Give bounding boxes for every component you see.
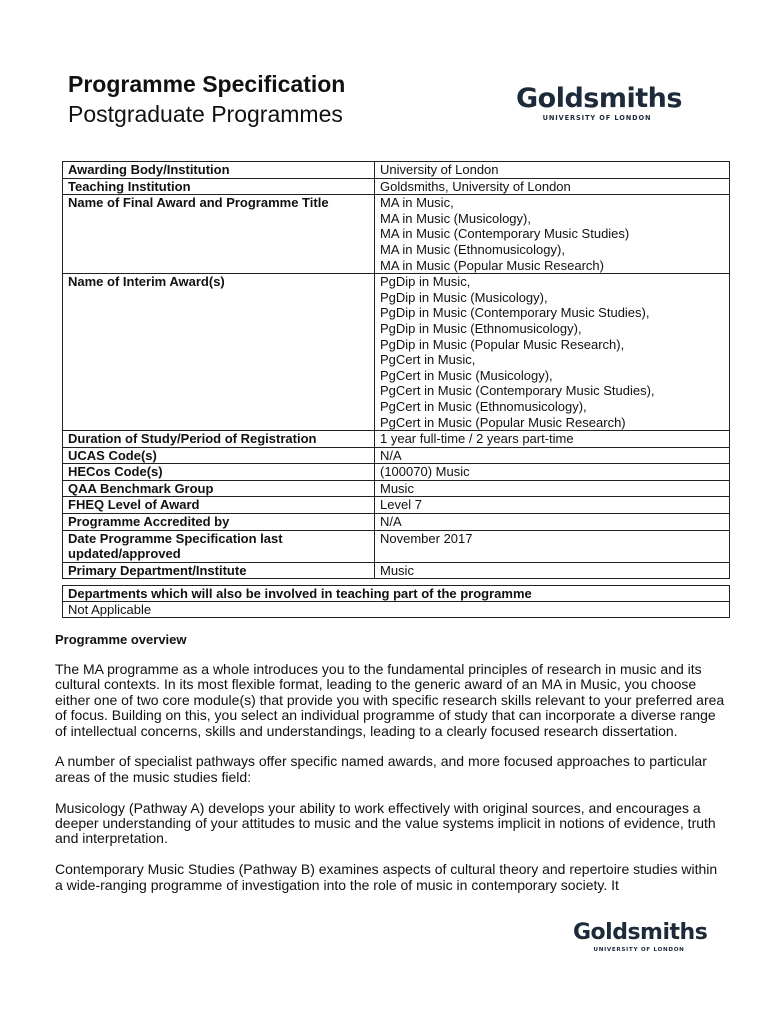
spec-label: Teaching Institution (63, 178, 375, 195)
title-block (68, 70, 345, 130)
spec-value-line: Music (380, 562, 414, 578)
overview-paragraph: Musicology (Pathway A) develops your ability to work effectively with original sources, and encourages a deeper understanding of your attitudes to music and the value systems implicit in notions of evidence, truth and interpretation. (55, 799, 716, 847)
spec-value-line: MA in Music (Popular Music Research) (380, 257, 604, 273)
spec-value-line: University of London (380, 162, 499, 177)
spec-value (375, 431, 730, 448)
spec-value (375, 562, 730, 579)
spec-value-line: PgDip in Music, (380, 274, 471, 290)
spec-row (63, 464, 730, 481)
departments-value-row (63, 602, 730, 618)
spec-label: Programme Accredited by (63, 514, 375, 531)
spec-label: Awarding Body/Institution (63, 162, 375, 179)
goldsmiths-logo-footer (573, 920, 708, 954)
spec-value-line: PgCert in Music (Contemporary Music Studies), (380, 383, 655, 399)
spec-value (375, 530, 730, 562)
spec-value (375, 274, 730, 431)
logo-wordmark: Goldsmiths (573, 920, 708, 945)
logo-tagline: UNIVERSITY OF LONDON (542, 114, 652, 122)
spec-row (63, 514, 730, 531)
spec-value-line: N/A (380, 514, 402, 530)
spec-row (63, 562, 730, 579)
overview-paragraph: Contemporary Music Studies (Pathway B) examines aspects of cultural theory and repertoire studies within a wide-ranging programme of investigation into the role of music in contemporary society. It (55, 861, 718, 893)
spec-label: Duration of Study/Period of Registration (63, 431, 375, 448)
spec-row (63, 178, 730, 195)
spec-label: Primary Department/Institute (63, 562, 375, 579)
spec-value (375, 162, 730, 179)
spec-value-line: N/A (380, 447, 402, 463)
spec-value-line: MA in Music, (380, 195, 454, 211)
spec-value-line: PgDip in Music (Musicology), (380, 289, 548, 305)
departments-header-row (63, 586, 730, 602)
spec-value-line: PgCert in Music (Popular Music Research) (380, 414, 626, 430)
spec-value-line: November 2017 (380, 530, 473, 546)
departments-table (62, 585, 730, 618)
spec-value (375, 195, 730, 274)
spec-row (63, 447, 730, 464)
spec-value (375, 497, 730, 514)
spec-value-line: Goldsmiths, University of London (380, 178, 571, 194)
logo-tagline: UNIVERSITY OF LONDON (593, 947, 685, 953)
spec-row (63, 530, 730, 562)
departments-header: Departments which will also be involved in teaching part of the programme (63, 586, 730, 602)
page-subtitle: Postgraduate Programmes (68, 101, 343, 127)
spec-value-line: PgDip in Music (Contemporary Music Studies), (380, 305, 650, 321)
spec-value (375, 464, 730, 481)
spec-value (375, 178, 730, 195)
spec-value (375, 480, 730, 497)
spec-value (375, 514, 730, 531)
spec-label: Name of Interim Award(s) (63, 274, 375, 431)
spec-value-line: Music (380, 480, 414, 496)
spec-label: Date Programme Specification last updated/approved (63, 530, 375, 562)
goldsmiths-logo (516, 83, 682, 123)
spec-row (63, 497, 730, 514)
spec-value-line: PgCert in Music (Ethnomusicology), (380, 398, 587, 414)
spec-value-line: PgDip in Music (Popular Music Research), (380, 336, 625, 352)
spec-value-line: MA in Music (Ethnomusicology), (380, 241, 565, 257)
overview-paragraph: The MA programme as a whole introduces you to the fundamental principles of research in music and its cultural contexts. In its most flexible format, leading to the generic award of an MA in Music, you choose either one of two core module(s) that provide you with specific research skills relevant to your preferred area of focus. Building on this, you select an individual programme of study that can incorporate a diverse range of intellectual concerns, skills and understandings, leading to a clearly focused research dissertation. (55, 661, 725, 739)
spec-value-line: PgCert in Music (Musicology), (380, 367, 553, 383)
spec-value-line: Level 7 (380, 497, 422, 513)
spec-value-line: 1 year full-time / 2 years part-time (380, 431, 574, 447)
logo-wordmark: Goldsmiths (516, 83, 682, 114)
spec-value (375, 447, 730, 464)
page-title: Programme Specification (68, 71, 346, 97)
spec-label: UCAS Code(s) (63, 447, 375, 464)
spec-label: FHEQ Level of Award (63, 497, 375, 514)
spec-label: Name of Final Award and Programme Title (63, 195, 375, 274)
overview-heading: Programme overview (55, 632, 187, 647)
programme-overview (55, 632, 725, 908)
spec-row (63, 274, 730, 431)
spec-value-line: MA in Music (Contemporary Music Studies) (380, 226, 630, 242)
spec-value-line: PgCert in Music, (380, 352, 476, 368)
programme-spec-table (62, 161, 730, 579)
spec-label: HECos Code(s) (63, 464, 375, 481)
spec-value-line: MA in Music (Musicology), (380, 210, 531, 226)
spec-row (63, 480, 730, 497)
departments-value: Not Applicable (63, 602, 730, 618)
spec-row (63, 431, 730, 448)
spec-value-line: (100070) Music (380, 464, 470, 480)
spec-label: QAA Benchmark Group (63, 480, 375, 497)
spec-row (63, 162, 730, 179)
spec-value-line: PgDip in Music (Ethnomusicology), (380, 320, 582, 336)
overview-paragraph: A number of specialist pathways offer specific named awards, and more focused approaches to particular areas of the music studies field: (55, 753, 707, 785)
spec-row (63, 195, 730, 274)
